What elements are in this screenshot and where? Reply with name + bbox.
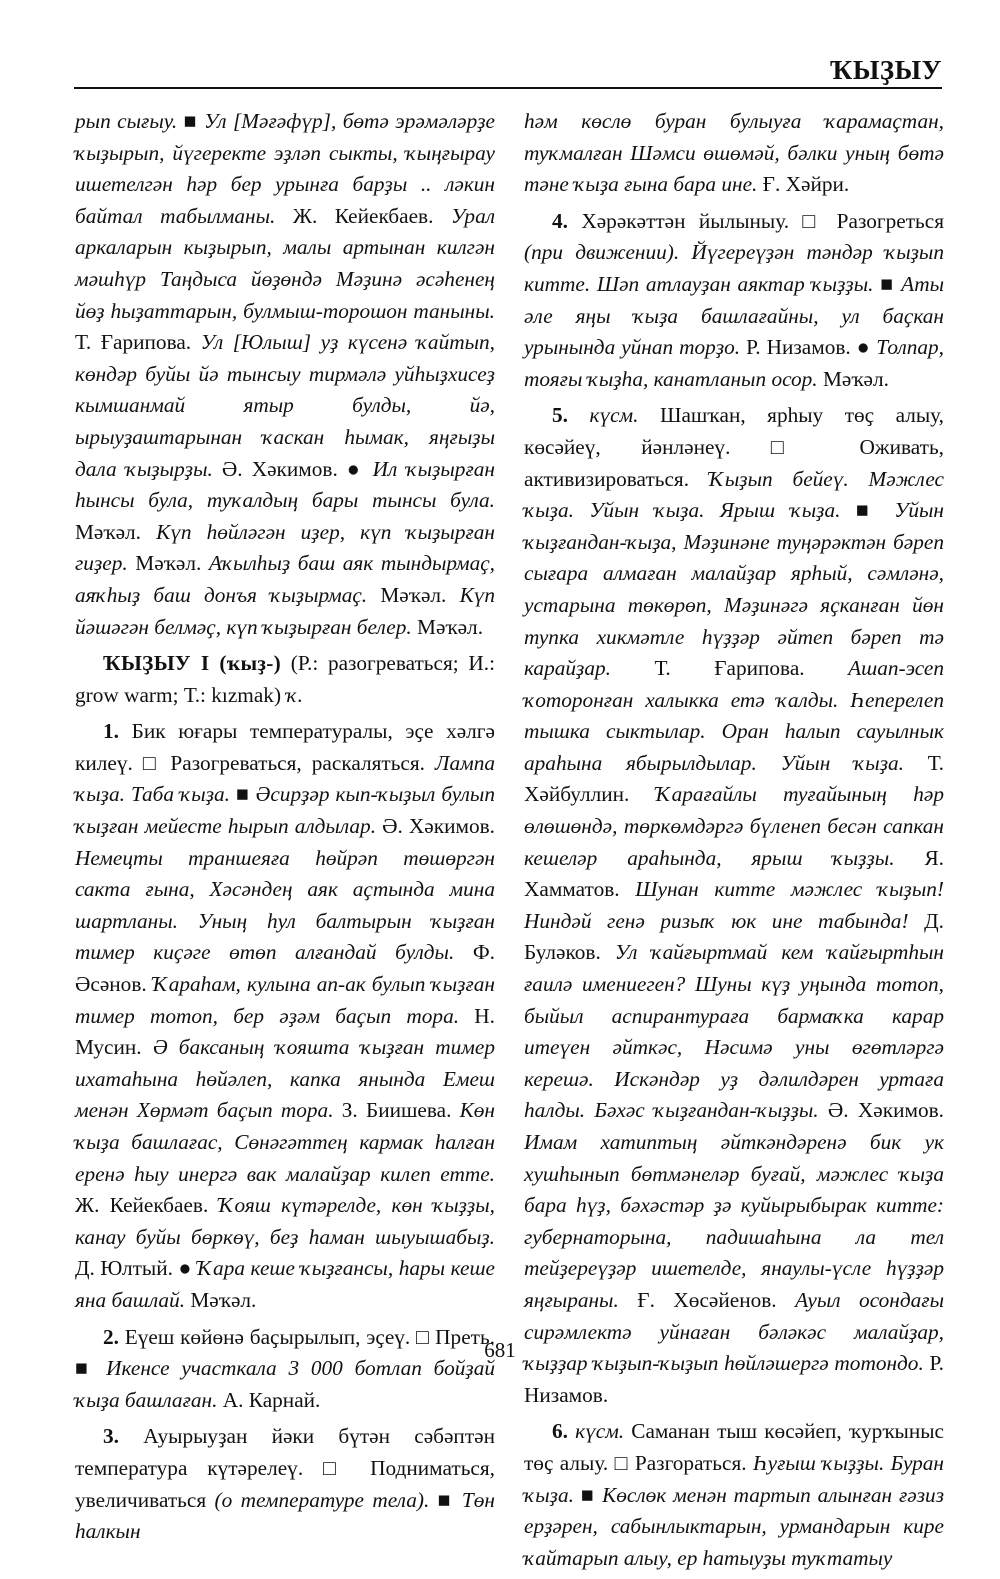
definition-text: Ғ. Хәйри. xyxy=(757,172,850,197)
definition-text: Мәҡәл. xyxy=(127,551,209,576)
sense-number: 5. xyxy=(552,403,568,428)
definition-text: Саманан тыш көсәйеп, ҡурҡыныс төҫ алыу. □ Разгораться. xyxy=(524,1419,944,1475)
example-text: Көн ҡыҙа башлағас, Сөнәгәттең кармак һалған еренә һыу инергә вак малайҙар килеп етте. xyxy=(75,1098,495,1186)
definition-text: Ауырыуҙан йәки бүтән сәбәптән температура күтәрелеү. □ Подниматься, увеличиваться xyxy=(75,1424,495,1512)
definition-text: (Р.: разогреваться; И.: grow warm; Т.: kızmak) xyxy=(75,651,495,707)
definition-text: Мәҡәл. xyxy=(185,1287,257,1312)
sense-5-paragraph xyxy=(524,400,944,1411)
sense-number: 4. xyxy=(552,208,568,233)
sense-number: 6. xyxy=(552,1419,568,1444)
definition-text: Ж. Кейекбаев. xyxy=(275,203,451,228)
example-text: Лампа ҡыҙа. Таба ҡыҙа. ■ Әсирҙәр кып-ҡыҙыл булып ҡыҙған мейесте һырып алдылар. xyxy=(75,750,495,839)
definition-text: Д. Буләков. xyxy=(524,908,944,965)
definition-text: Мәҡәл. xyxy=(411,614,484,639)
definition-text: Р. Низамов. xyxy=(524,1351,944,1407)
example-text: Ул ҡайғыртмай кем ҡайғыртһын ғаилә имениеген? Шуны күҙ уңында тотоп, быйыл аспирантураға бармаҡка карар итеүен әйткәс, Нәсимә уны өгөтләргә керешә. Искәндәр уҙ дәлилдәрен уртаға һалды. Бәхәс ҡыҙғандан-ҡыҙҙы. xyxy=(524,940,944,1123)
definition-text xyxy=(568,403,590,427)
example-text: Имам хатиптың әйткәндәренә бик ук хушһынып бөтмәнеләр буғай, мәжлес ҡыҙа бара һүҙ, бәхәстәр ҙә куйырыбырак китте: губернаторына, падишаһына ла тел тейҙереүҙәр ишетелде, янаулы-үсле һүҙҙәр яңғыраны. xyxy=(524,1130,944,1312)
sense-4-paragraph xyxy=(524,206,944,396)
definition-text: Ә. Хәкимов. xyxy=(818,1098,944,1123)
example-text: Ҡараһам, кулына ап-ак булып ҡыҙған тимер тотоп, бер әҙәм баҫып тора. xyxy=(75,972,495,1028)
example-text: Ҡарағайлы туғайының һәр өлөшөндә, төркөмдәргә бүленеп бесән сапкан кешеләр араһында, ярыш ҡыҙҙы. xyxy=(524,782,944,870)
example-text: Ашап-эсеп ҡоторонған халыкка етә ҡалды. Һеперелеп тышка сыктылар. Оран һалып сауылнык араһына ябырылдылар. Уйын ҡыҙа. xyxy=(524,656,944,775)
headword-paragraph xyxy=(75,648,495,711)
example-text: күсм. xyxy=(575,1419,625,1444)
definition-text: Бик юғары температуралы, эҫе хәлгә килеү. □ Разогреваться, раскаляться. xyxy=(75,719,495,775)
definition-text: Д. Юлтый. ● xyxy=(75,1256,198,1281)
example-text: (о температуре тела). ■ Төн һалкын xyxy=(75,1487,495,1544)
definition-text: Ф. Әсәнов. xyxy=(75,940,495,997)
example-text: Икенсе участкала 3 000 ботлап бойҙай ҡыҙа башлаған. xyxy=(75,1356,495,1412)
example-text: ҡ. xyxy=(286,682,303,707)
example-text: Ә баксаның ҡояшта ҡыҙған тимер ихатаһына һөйәлеп, капка янында Емеш менән Хөрмәт баҫып тора. xyxy=(75,1035,496,1123)
definition-text: Ә. Хәкимов. xyxy=(376,814,495,839)
definition-text: Ә. Хәкимов. ● xyxy=(212,456,373,481)
definition-text: З. Биишева. xyxy=(333,1098,460,1123)
definition-text: Т. Хәйбуллин. xyxy=(524,750,944,807)
definition-text: Мәҡәл. xyxy=(367,582,460,607)
definition-text: Я. Хамматов. xyxy=(524,845,944,902)
sense-1-paragraph xyxy=(75,716,495,1316)
example-text: Ҡояш күтәрелде, көн ҡыҙҙы, канау буйы бөркөү, беҙ һаман шыуышабыҙ. xyxy=(75,1193,495,1249)
definition-text: Мәҡәл. xyxy=(817,366,889,391)
example-text: һәм көслө буран булыуға ҡарамаҫтан, туҡмалған Шәмси өшөмәй, бәлки уның бөтә тәне ҡыҙа ғына бара ине. xyxy=(524,109,944,197)
headword: ҠЫҘЫУ I (ҡыҙ-) xyxy=(103,651,282,676)
sense-number: 3. xyxy=(103,1424,119,1449)
example-text: Ил ҡыҙырған һынсы була, туҡалдың бары тынсы була. xyxy=(75,456,495,513)
example-text: рып сығыу. ■ Ул [Мәғәфүр], бөтә эрәмәләрҙе ҡыҙырып, йүгеректе эҙләп сыкты, ҡыңғырау ишетелгән һәр бер урынға барҙы .. ләкин байтал табылманы. xyxy=(75,109,495,228)
header-rule xyxy=(74,87,942,89)
definition-text: Еүеш көйөнә баҫырылып, эҫеү. □ Преть. ■ xyxy=(75,1324,495,1381)
example-text: Ҡыҙып бейеү. Мәжлес ҡыҙа. Уйын ҡыҙа. Ярыш ҡыҙа. ■ Уйын ҡыҙғандан-ҡыҙа, Мәҙинәне туңәрәктән бәреп сығара алмаған малайҙар ярһый, сәмләнә, устарына төкөрөп, Мәҙинәгә яҫканған йөн тупка хикмәтле һүҙҙәр әйтеп бәреп тә карайҙар. xyxy=(524,466,944,681)
sense-2-paragraph xyxy=(75,1322,495,1417)
definition-text: Хәрәкәттән йылыныу. □ Разогреться xyxy=(567,208,944,233)
example-text: Күп йәшәгән белмәҫ, күп ҡыҙырған белер. xyxy=(75,582,496,639)
definition-text: А. Карнай. xyxy=(217,1387,321,1412)
definition-text: Т. Ғарипова. xyxy=(75,330,201,355)
example-text: күсм. xyxy=(589,403,639,428)
example-text: Урал аркаларын кыҙырып, малы артынан килгән мәшһүр Таңдыса йөҙөндә Мәҙинә әсәһенең йөҙ һыҙаттарын, булмыш-торошон таныны. xyxy=(75,203,495,323)
page-number: 681 xyxy=(484,1338,516,1362)
definition-text: Т. Ғарипова. xyxy=(610,656,849,681)
definition-text: Мәҡәл. xyxy=(75,519,157,544)
entry-paragraph xyxy=(75,106,495,643)
example-text: Немецты траншеяға һөйрәп төшөргән сакта ғына, Хәсәндең аяк аҫтында мина шартланы. Уның һул балтырын ҡыҙған тимер киҫәге өтөп алғандай булды. xyxy=(75,845,495,965)
example-text: Аҡылһыҙ баш аяк тындырмаҫ, аяҡһыҙ баш донъя ҡыҙырмаҫ. xyxy=(75,551,495,607)
definition-text: Н. Мусин. xyxy=(75,1003,495,1060)
sense-3-paragraph xyxy=(75,1421,495,1547)
sense-number: 2. xyxy=(103,1324,119,1349)
definition-text: Ж. Кейекбаев. xyxy=(75,1193,219,1218)
example-text: (при движении). Йүгереүҙән тәндәр ҡыҙып китте. Шәп атлауҙан аяктар ҡыҙҙы. ■ Аты әле яңы ҡыҙа башлағайны, ул баҫкан урынында уйнап торҙо. xyxy=(524,240,944,360)
example-text: Шунан китте мәжлес ҡыҙып! Ниндәй генә ризыҡ юк ине табында! xyxy=(524,877,944,933)
definition-text: Р. Низамов. ● xyxy=(740,335,877,360)
definition-text: Шашҡан, ярһыу төҫ алыу, көсәйеү, йәнләнеү. □ Оживать, активизироваться. xyxy=(524,403,945,491)
definition-text: Ғ. Хөсәйенов. xyxy=(618,1287,796,1312)
example-text: Ҡара кеше ҡыҙғансы, һары кеше яна башлай. xyxy=(75,1256,495,1312)
example-text: Ауыл осондағы сирәмлектә уйнаған бәләкәс малайҙар, ҡыҙҙар ҡыҙып-ҡыҙып һөйләшергә тотондо. xyxy=(524,1287,944,1376)
example-text: Ул [Юлыш] уҙ күсенә ҡайтып, көндәр буйы йә тынсыу тирмәлә уйһыҙхисеҙ кымшанмай ятыр булды, йә, ырыуҙаштарынан ҡаскан һымак, яңғыҙы дала ҡыҙырҙы. xyxy=(75,330,495,481)
example-text: Толпар, тояғы ҡыҙһа, канатланып осор. xyxy=(524,335,944,391)
sense-3-continued-paragraph xyxy=(524,106,944,201)
sense-number: 1. xyxy=(103,719,119,744)
example-text: Һуғыш ҡыҙҙы. Буран ҡыҙа. ■ Көслөк менән тартып алынған ғәзиз ерҙәрен, сабынлыктарын, урмандарын кире ҡайтарып алыу, ер һатыуҙы туҡтатыу xyxy=(524,1450,944,1570)
sense-6-paragraph xyxy=(524,1416,944,1574)
running-head: ҠЫҘЫУ xyxy=(830,55,942,85)
left-column xyxy=(75,106,495,1553)
example-text: Күп һөйләгән иҙер, күп ҡыҙырған гиҙер. xyxy=(75,519,495,576)
